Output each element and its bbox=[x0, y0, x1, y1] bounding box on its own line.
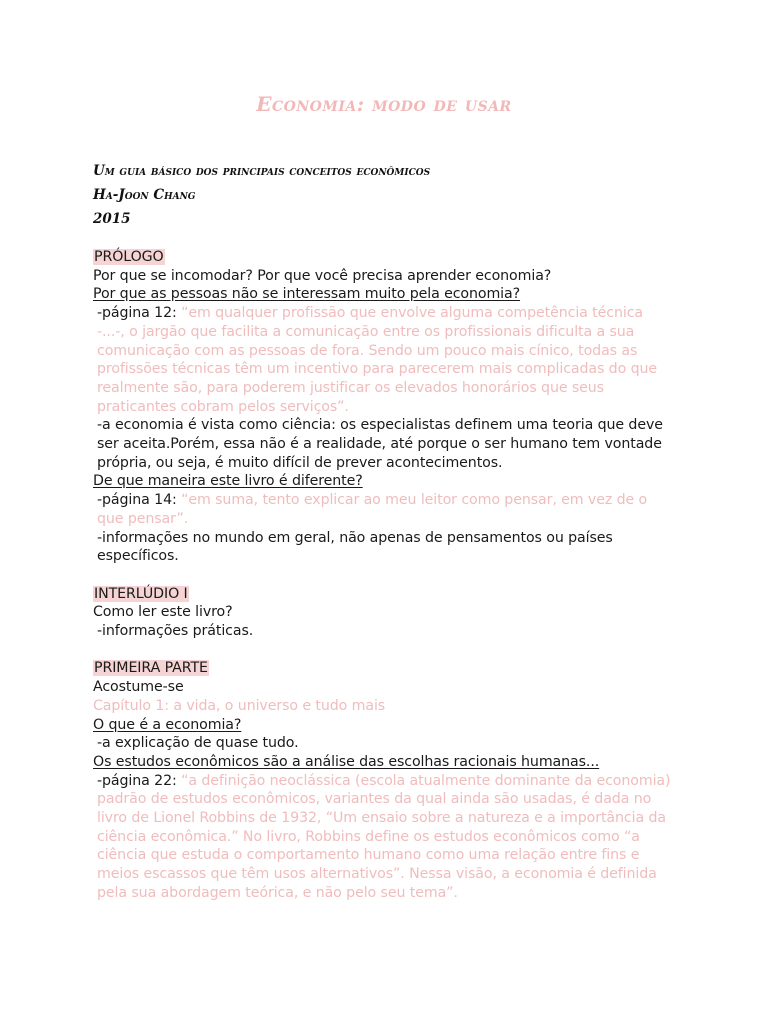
book-subtitle: Um guia básico dos principais conceitos econômicos bbox=[93, 163, 431, 179]
section-heading-prologo: PRÓLOGO bbox=[94, 249, 164, 265]
quote-page-22 bbox=[93, 772, 673, 903]
primeira-question-2: Os estudos econômicos são a análise das escolhas racionais humanas... bbox=[93, 753, 600, 770]
quote-page-14 bbox=[93, 491, 673, 528]
prologo-question-1: Por que as pessoas não se interessam muito pela economia? bbox=[93, 286, 521, 303]
interludio-note: -informações práticas. bbox=[97, 623, 254, 640]
quote-page-12 bbox=[93, 304, 673, 416]
page-title: Economia: modo de usar bbox=[256, 92, 512, 116]
book-author: Ha-Joon Chang bbox=[93, 187, 196, 203]
document-body bbox=[93, 248, 673, 903]
quote-text: “a definição neoclássica (escola atualmente dominante da economia) padrão de estudos econômicos, variantes da qual ainda são usadas, é dada no livro de Lionel Robbins de 1932, “Um ensaio sobre a natureza e a importância da ciência econômica.” No livro, Robbins define os estudos econômicos como “a ciência que estuda o comportamento humano como uma relação entre fins e meios escassos que têm usos alternativos”. Nessa visão, a economia é definida pela sua abordagem teórica, e não pelo seu tema”. bbox=[97, 772, 671, 901]
section-heading-primeira-parte: PRIMEIRA PARTE bbox=[94, 660, 208, 677]
primeira-line: Acostume-se bbox=[93, 679, 184, 696]
chapter-title: Capítulo 1: a vida, o universo e tudo mais bbox=[93, 697, 386, 714]
prologo-question-2: De que maneira este livro é diferente? bbox=[93, 473, 363, 490]
quote-label: -página 22: bbox=[97, 772, 177, 789]
prologo-line: Por que se incomodar? Por que você precisa aprender economia? bbox=[93, 267, 552, 284]
quote-label: -página 12: bbox=[97, 305, 177, 322]
quote-text: “em suma, tento explicar ao meu leitor como pensar, em vez de o que pensar”. bbox=[97, 492, 648, 527]
section-heading-interludio: INTERLÚDIO I bbox=[94, 585, 188, 602]
interludio-line: Como ler este livro? bbox=[93, 604, 233, 621]
primeira-question-1: O que é a economia? bbox=[93, 716, 242, 733]
prologo-note-1: -a economia é vista como ciência: os especialistas definem uma teoria que deve ser aceita.Porém, essa não é a realidade, até porque o ser humano tem vontade própria, ou seja, é muito difícil de prever acontecimentos. bbox=[97, 417, 663, 471]
quote-text: “em qualquer profissão que envolve alguma competência técnica -...-, o jargão que facilita a comunicação entre os profissionais dificulta a sua comunicação com as pessoas de fora. Sendo um pouco mais cínico, todas as profissões técnicas têm um incentivo para parecerem mais complicadas do que realmente são, para poderem justificar os elevados honorários que seus praticantes cobram pelos serviços”. bbox=[97, 305, 658, 415]
prologo-note-2: -informações no mundo em geral, não apenas de pensamentos ou países específicos. bbox=[97, 529, 613, 565]
book-year: 2015 bbox=[93, 211, 131, 227]
primeira-note-1: -a explicação de quase tudo. bbox=[97, 735, 299, 752]
quote-label: -página 14: bbox=[97, 492, 177, 509]
